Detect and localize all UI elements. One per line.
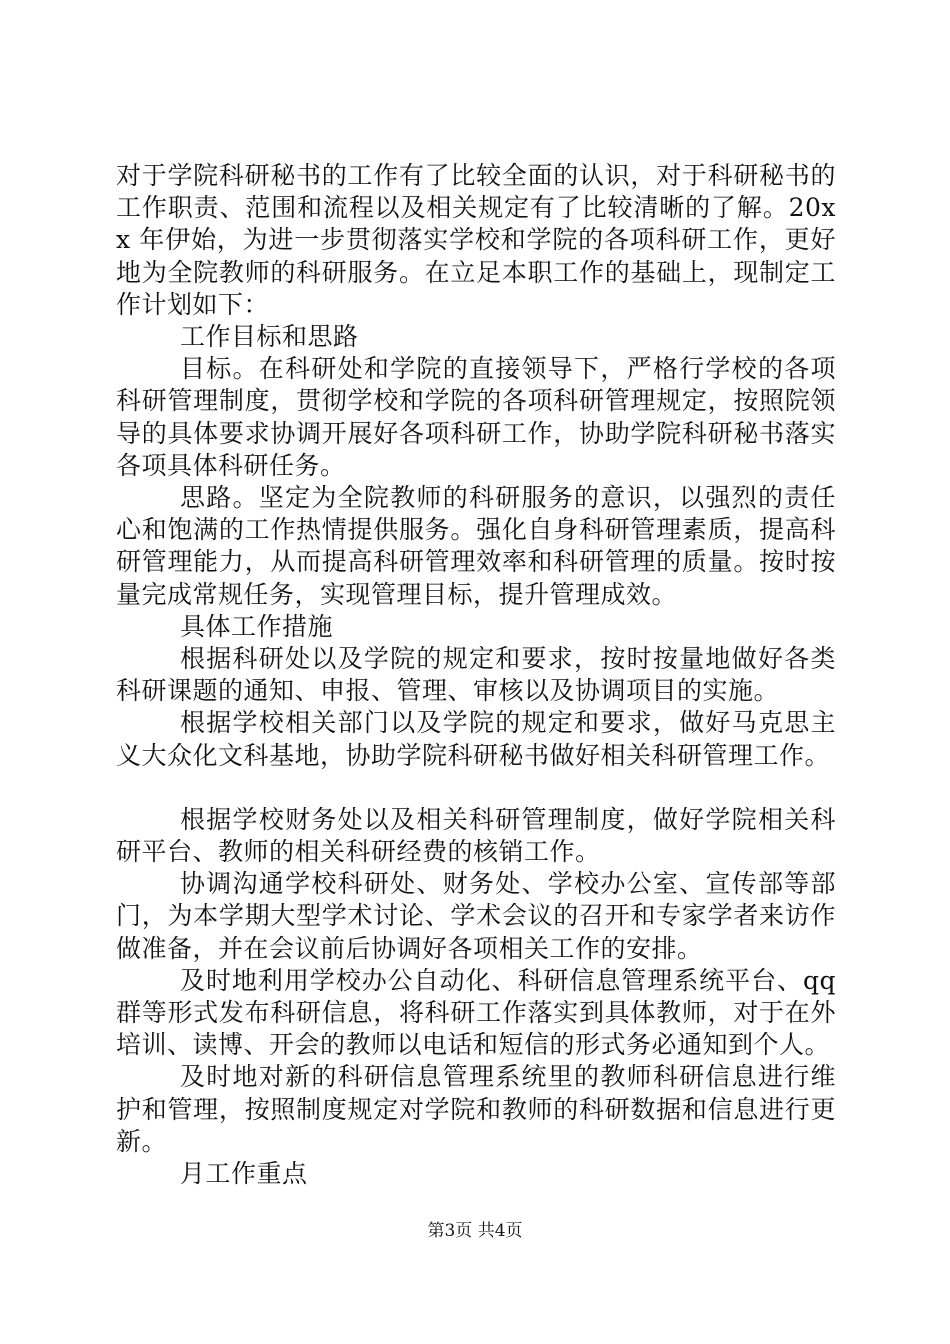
- paragraph-measure-1: 根据科研处以及学院的规定和要求，按时按量地做好各类科研课题的通知、申报、管理、审核以及协调项目的实施。: [116, 644, 836, 706]
- paragraph-ideas: 思路。坚定为全院教师的科研服务的意识，以强烈的责任心和饱满的工作热情提供服务。强化自身科研管理素质，提高科研管理能力，从而提高科研管理效率和科研管理的质量。按时按量完成常规任务，实现管理目标，提升管理成效。: [116, 483, 836, 609]
- heading-monthly-focus: 月工作重点: [180, 1159, 308, 1189]
- heading-specific-measures: 具体工作措施: [180, 611, 334, 641]
- page-number-footer: 第3页 共4页: [427, 1221, 523, 1241]
- heading-goals-and-ideas: 工作目标和思路: [180, 322, 359, 352]
- paragraph-measure-6: 及时地对新的科研信息管理系统里的教师科研信息进行维护和管理，按照制度规定对学院和教师的科研数据和信息进行更新。: [116, 1062, 836, 1156]
- document-body: [116, 160, 836, 1190]
- paragraph-intro: 对于学院科研秘书的工作有了比较全面的认识，对于科研秘书的工作职责、范围和流程以及相关规定有了比较清晰的了解。20xx 年伊始，为进一步贯彻落实学校和学院的各项科研工作，更好地为全院教师的科研服务。在立足本职工作的基础上，现制定工作计划如下：: [116, 161, 836, 319]
- paragraph-goal: 目标。在科研处和学院的直接领导下，严格行学校的各项科研管理制度，贯彻学校和学院的各项科研管理规定，按照院领导的具体要求协调开展好各项科研工作，协助学院科研秘书落实各项具体科研任务。: [116, 354, 836, 480]
- paragraph-measure-5: 及时地利用学校办公自动化、科研信息管理系统平台、qq群等形式发布科研信息，将科研工作落实到具体教师，对于在外培训、读博、开会的教师以电话和短信的形式务必通知到个人。: [116, 965, 836, 1060]
- paragraph-measure-4: 协调沟通学校科研处、财务处、学校办公室、宣传部等部门，为本学期大型学术讨论、学术会议的召开和专家学者来访作做准备，并在会议前后协调好各项相关工作的安排。: [116, 869, 836, 963]
- paragraph-measure-2: 根据学校相关部门以及学院的规定和要求，做好马克思主义大众化文科基地，协助学院科研秘书做好相关科研管理工作。: [116, 708, 836, 770]
- paragraph-measure-3: 根据学校财务处以及相关科研管理制度，做好学院相关科研平台、教师的相关科研经费的核销工作。: [116, 804, 836, 867]
